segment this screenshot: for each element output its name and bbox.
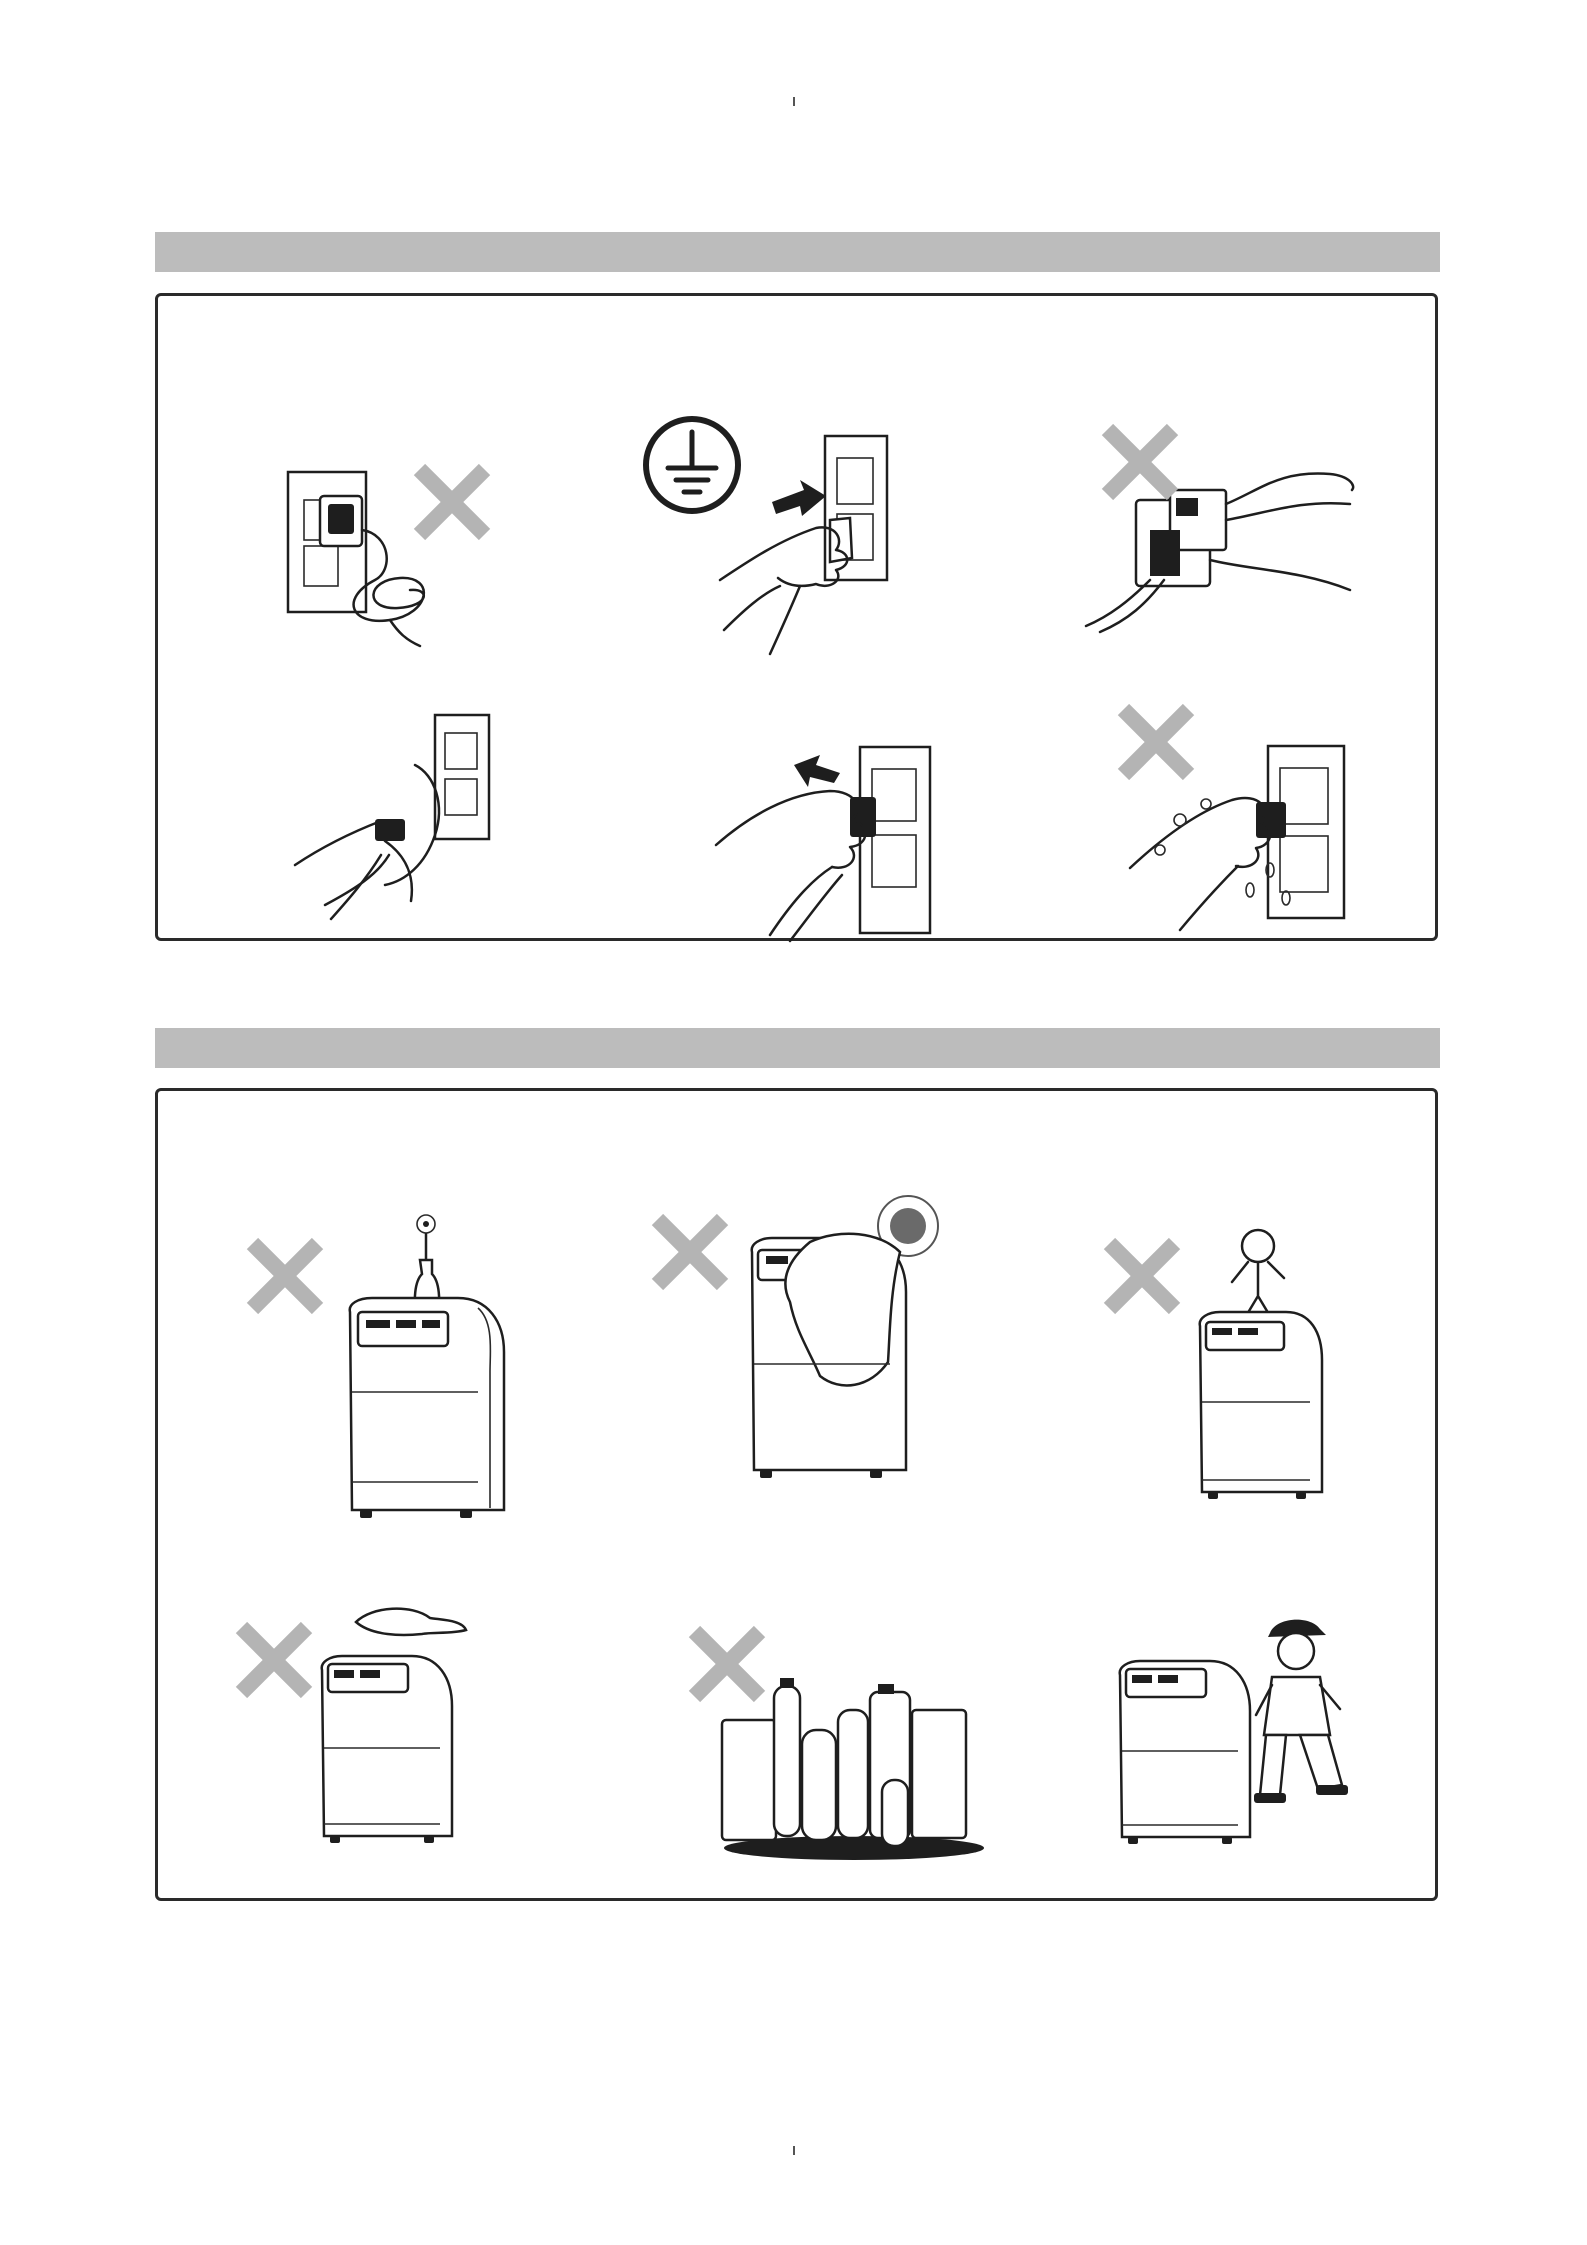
cloth-covering-unit-drawing — [740, 1192, 1040, 1492]
prohibited-x-icon — [648, 1210, 732, 1294]
section-header-bar-electrical — [155, 232, 1440, 272]
flammable-containers-drawing — [710, 1670, 1000, 1870]
pull-arrow-icon — [794, 755, 840, 787]
prohibited-x-icon — [232, 1618, 316, 1702]
pull-plug-by-head-drawing — [710, 735, 950, 945]
grounded-outlet-drawing — [640, 410, 910, 660]
service-technician-drawing — [1110, 1605, 1360, 1855]
hat-on-unit-drawing — [312, 1600, 552, 1850]
section-header-bar-usage — [155, 1028, 1440, 1068]
prohibited-x-icon — [1098, 420, 1182, 504]
top-page-mark — [793, 97, 795, 106]
wipe-plug-clean-drawing — [285, 705, 515, 925]
prohibited-x-icon — [1114, 700, 1198, 784]
bottom-page-mark — [793, 2146, 795, 2155]
prohibited-x-icon — [1100, 1234, 1184, 1318]
child-on-unit-drawing — [1190, 1222, 1390, 1502]
prohibited-x-icon — [410, 460, 494, 544]
vase-on-unit-drawing — [328, 1212, 588, 1532]
prohibited-x-icon — [243, 1234, 327, 1318]
